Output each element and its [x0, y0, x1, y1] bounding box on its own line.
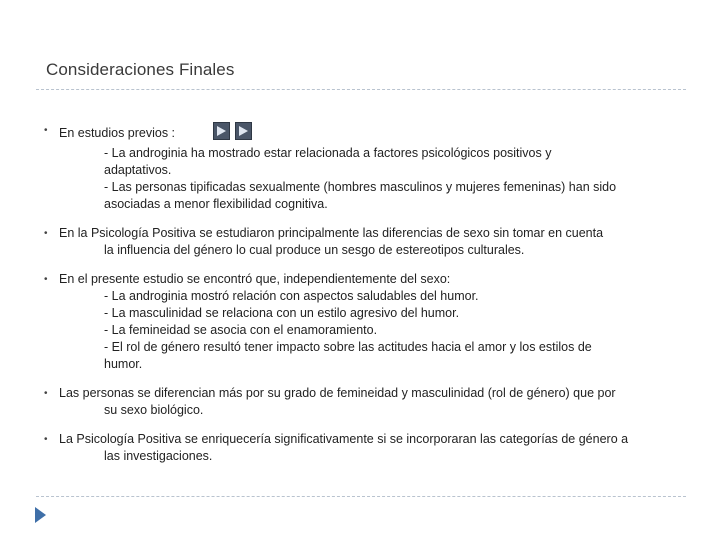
sub-line: su sexo biológico. [104, 403, 204, 417]
bullet-marker: • [44, 274, 48, 285]
bullet-marker: • [44, 388, 48, 399]
sub-line: adaptativos. [104, 163, 172, 177]
title-divider [36, 89, 686, 90]
sub-line: asociadas a menor flexibilidad cognitiva. [104, 197, 328, 211]
footer-divider [36, 496, 686, 497]
sub-line: - La femineidad se asocia con el enamoramiento. [104, 323, 378, 337]
bullet-marker: • [44, 228, 48, 239]
sub-line: la influencia del género lo cual produce un sesgo de estereotipos culturales. [104, 243, 525, 257]
bullet-lead-text: La Psicología Positiva se enriquecería significativamente si se incorporaran las categorías de género a [59, 432, 629, 446]
bullet-lead-text: En el presente estudio se encontró que, independientemente del sexo: [59, 272, 451, 286]
play-icon[interactable] [213, 122, 230, 140]
sub-line: - La androginia mostró relación con aspectos saludables del humor. [104, 289, 479, 303]
sub-line: - La masculinidad se relaciona con un estilo agresivo del humor. [104, 306, 460, 320]
corner-arrow-icon[interactable] [33, 506, 47, 529]
slide-title: Consideraciones Finales [46, 60, 235, 79]
bullet-lead-text: En estudios previos : [59, 126, 176, 140]
nav-buttons [213, 122, 257, 145]
bullet-item [44, 385, 704, 419]
sub-line: humor. [104, 357, 143, 371]
bullet-item [44, 122, 704, 213]
sub-line: - La androginia ha mostrado estar relacionada a factores psicológicos positivos y [104, 146, 552, 160]
sub-line: las investigaciones. [104, 449, 213, 463]
bullet-lead-text: En la Psicología Positiva se estudiaron principalmente las diferencias de sexo sin tomar en cuenta [59, 226, 604, 240]
bullet-item [44, 271, 704, 373]
bullet-lead-text: Las personas se diferencian más por su grado de femineidad y masculinidad (rol de género) que por [59, 386, 616, 400]
slide-content [44, 122, 704, 465]
bullet-item [44, 225, 704, 259]
play-icon[interactable] [235, 122, 252, 140]
sub-line: - El rol de género resultó tener impacto sobre las actitudes hacia el amor y los estilos de [104, 340, 592, 354]
bullet-marker: • [44, 125, 48, 136]
sub-line: - Las personas tipificadas sexualmente (hombres masculinos y mujeres femeninas) han sido [104, 180, 617, 194]
bullet-marker: • [44, 434, 48, 445]
bullet-item [44, 431, 704, 465]
